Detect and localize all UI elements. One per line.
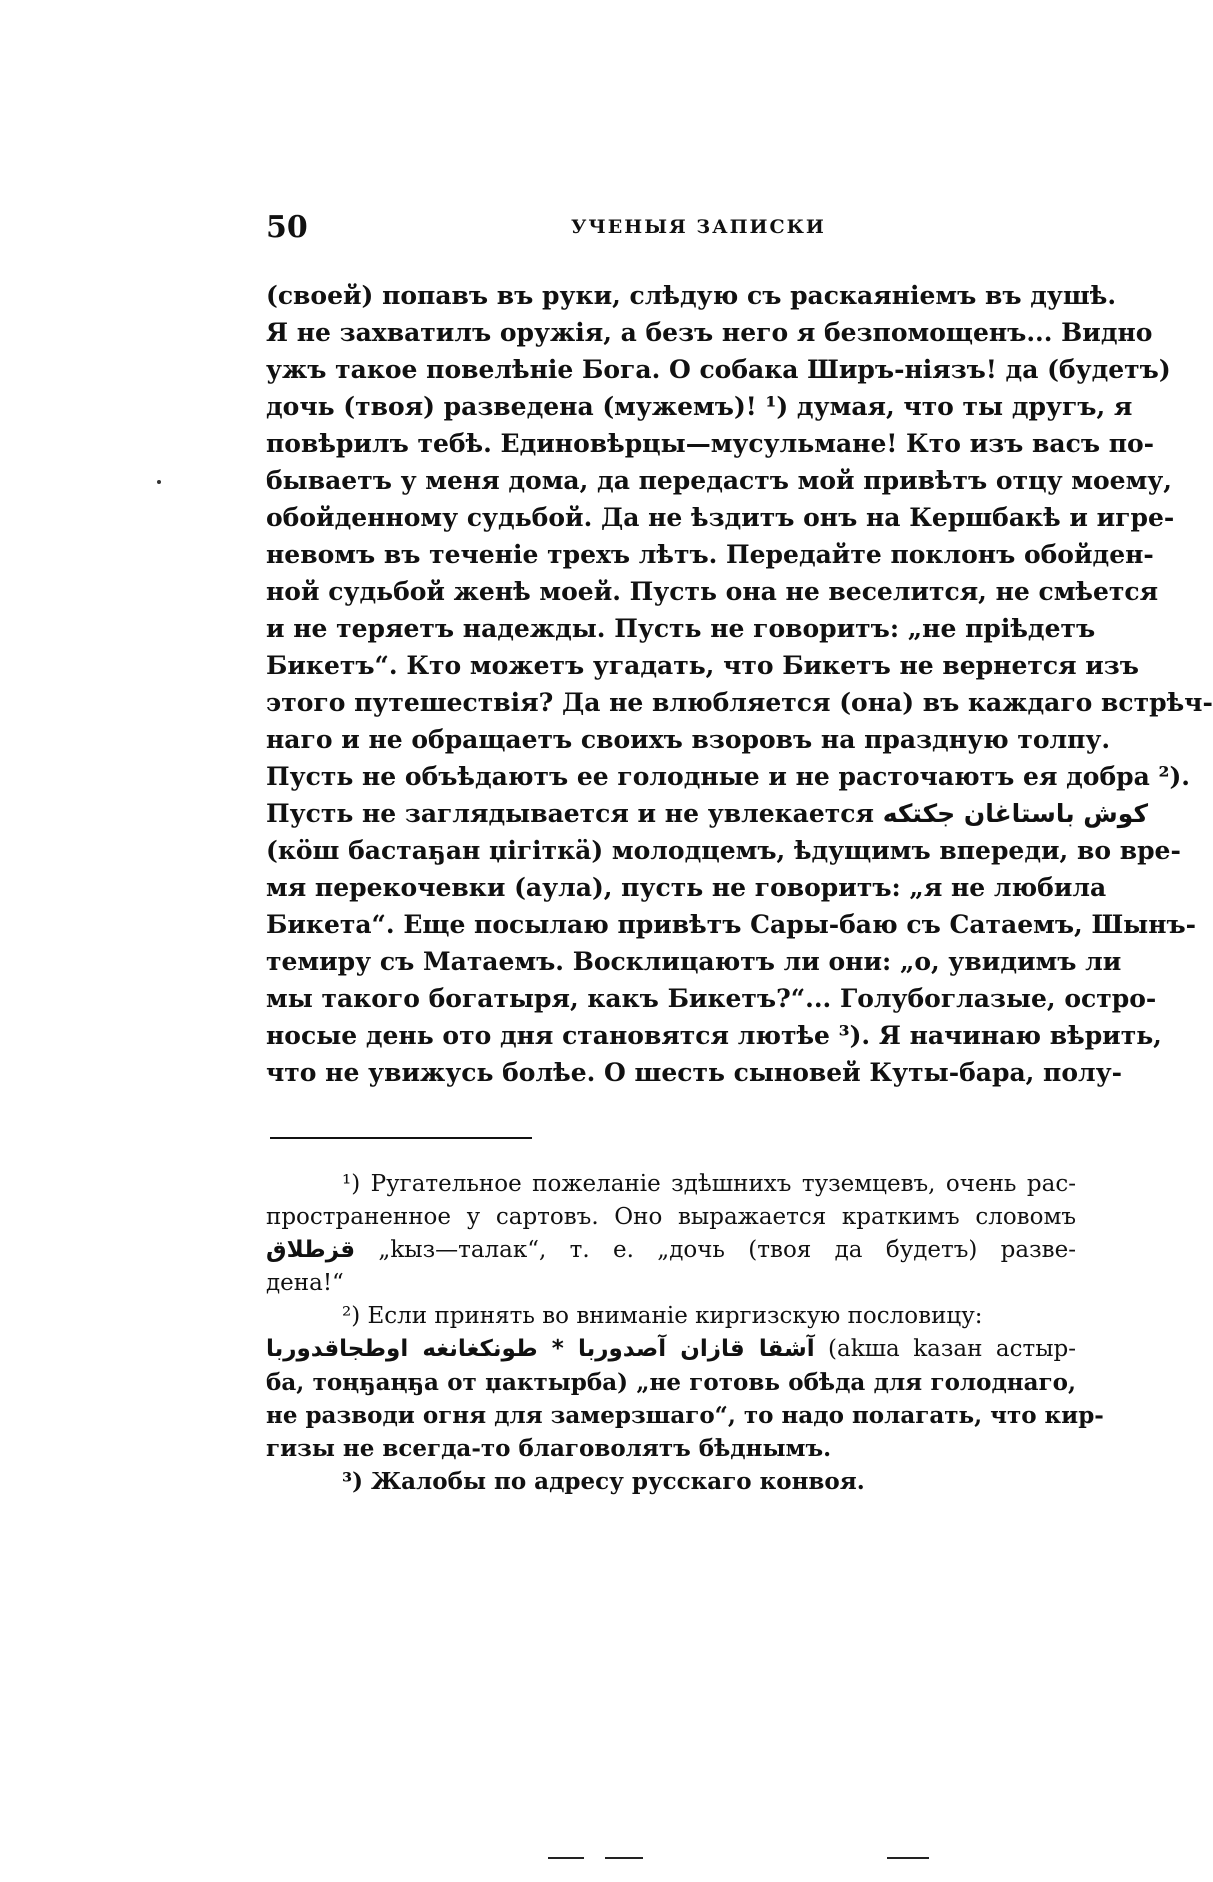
printer-mark: [605, 1857, 643, 1859]
page-header: [266, 210, 1076, 250]
text-line: бываетъ у меня дома, да передастъ мой привѣтъ отцу моему,: [266, 466, 1172, 495]
text-line: повѣрилъ тебѣ. Единовѣрцы—мусульмане! Кто изъ васъ по-: [266, 429, 1155, 458]
text-line: Бикета“. Еще посылаю привѣтъ Сары-баю съ Сатаемъ, Шынъ-: [266, 910, 1197, 939]
bottom-printer-marks: [0, 1857, 1140, 1867]
footnote-2-line: ба, тоңҕаңҕа от џактырба) „не готовь обѣда для голоднаго,: [266, 1369, 1076, 1396]
page-number: 50: [266, 210, 308, 245]
text-line: Бикетъ“. Кто можетъ угадать, что Бикетъ не вернется изъ: [266, 651, 1139, 680]
text-fragment: Пусть не заглядывается и не увлекается: [266, 799, 874, 828]
text-line: (кӧш бастаҕан џігіткӓ) молодцемъ, ѣдущимъ впереди, во вре-: [266, 836, 1181, 865]
arabic-word: قزطلاق: [266, 1237, 356, 1263]
text-line-with-arabic: [266, 795, 1149, 832]
footnote-1-line: дена!“: [266, 1270, 344, 1296]
footnote-1-line-with-arabic: [266, 1234, 1076, 1267]
text-line: Я не захватилъ оружія, а безъ него я безпомощенъ... Видно: [266, 318, 1153, 347]
running-title: УЧЕНЫЯ ЗАПИСКИ: [571, 216, 826, 238]
footnote-1-line: ¹) Ругательное пожеланіе здѣшнихъ туземцевъ, очень рас-: [342, 1171, 1076, 1197]
text-fragment: (akша kазан астыр-: [828, 1336, 1076, 1362]
text-line: обойденному судьбой. Да не ѣздитъ онъ на Кершбакѣ и игре-: [266, 503, 1175, 532]
footnote-2-line: ²) Если принять во вниманіе киргизскую пословицу:: [342, 1303, 983, 1329]
text-line: невомъ въ теченіе трехъ лѣтъ. Передайте поклонъ обойден-: [266, 540, 1154, 569]
arabic-phrase: كوش باستاغان جكتكه: [882, 799, 1149, 828]
main-text: [266, 277, 1213, 1091]
text-line: наго и не обращаетъ своихъ взоровъ на праздную толпу.: [266, 725, 1111, 754]
text-line: мы такого богатыря, какъ Бикетъ?“... Голубоглазые, остро-: [266, 984, 1157, 1013]
text-line: ной судьбой женѣ моей. Пусть она не веселится, не смѣется: [266, 577, 1159, 606]
margin-speck: [157, 480, 161, 484]
footnote-2-line: не разводи огня для замерзшаго“, то надо полагать, что кир-: [266, 1402, 1104, 1429]
text-line: что не увижусь болѣе. О шесть сыновей Куты-бара, полу-: [266, 1058, 1123, 1087]
footnote-rule: [270, 1137, 532, 1139]
text-line: носые день ото дня становятся лютѣе ³). Я начинаю вѣрить,: [266, 1021, 1162, 1050]
text-line: этого путешествія? Да не влюбляется (она) въ каждаго встрѣч-: [266, 688, 1213, 717]
printer-mark: [548, 1857, 584, 1859]
text-line: ужъ такое повелѣніе Бога. О собака Ширъ-ніязъ! да (будетъ): [266, 355, 1171, 384]
footnote-2-line: гизы не всегда-то благоволятъ бѣднымъ.: [266, 1435, 832, 1462]
footnote-1-line: пространенное у сартовъ. Оно выражается краткимъ словомъ: [266, 1204, 1076, 1230]
text-line: Пусть не объѣдаютъ ее голодные и не расточаютъ ея добра ²).: [266, 762, 1190, 791]
text-line: дочь (твоя) разведена (мужемъ)! ¹) думая, что ты другъ, я: [266, 392, 1133, 421]
text-line: (своей) попавъ въ руки, слѣдую съ раскаяніемъ въ душѣ.: [266, 281, 1117, 310]
printer-mark: [887, 1857, 929, 1859]
text-line: темиру съ Матаемъ. Восклицаютъ ли они: „о, увидимъ ли: [266, 947, 1122, 976]
text-line: мя перекочевки (аула), пусть не говоритъ: „я не любила: [266, 873, 1107, 902]
text-fragment: „kыз—талак“, т. е. „дочь (твоя да будетъ) разве-: [378, 1237, 1076, 1263]
text-line: и не теряетъ надежды. Пусть не говоритъ: „не пріѣдетъ: [266, 614, 1096, 643]
footnote-2-line-with-arabic: [266, 1333, 1076, 1366]
footnote-3-line: ³) Жалобы по адресу русскаго конвоя.: [342, 1468, 865, 1495]
arabic-proverb: آشقا قازان آصدوربا * طونكغانغه اوطجاقدوربا: [266, 1336, 815, 1362]
footnotes: [266, 1168, 1104, 1498]
